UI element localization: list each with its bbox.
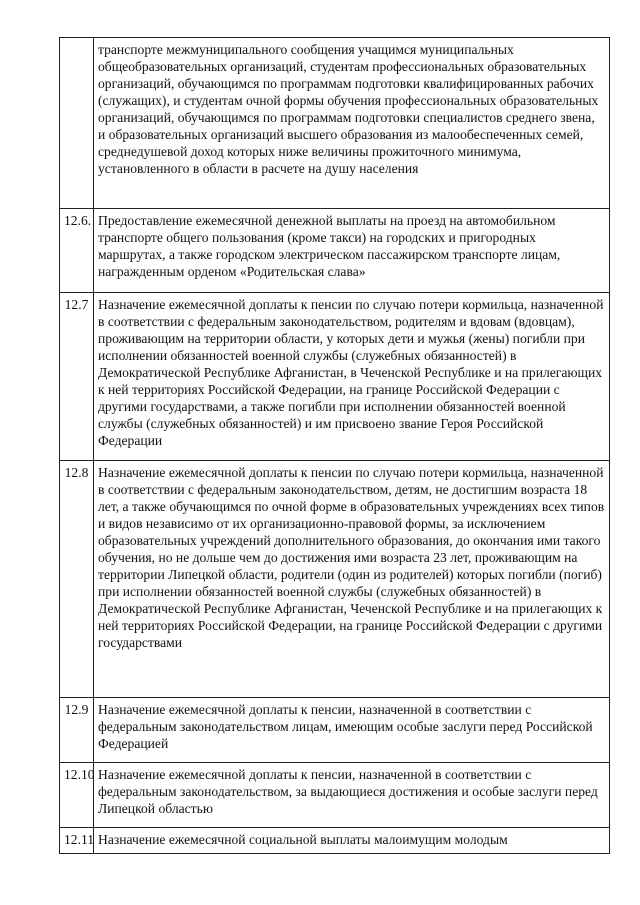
row-number: 12.9 [60, 698, 94, 763]
table-row [60, 293, 610, 461]
table-row [60, 828, 610, 854]
table-row [60, 461, 610, 698]
row-text: Назначение ежемесячной доплаты к пенсии по случаю потери кормильца, назначенной в соответствии с федеральным законодательством, детям, не достигшим возраста 18 лет, а также обучающимся по очной форме в образовательных учреждениях всех типов и видов независимо от их организационно-правовой формы, за исключением образовательных учреждений дополнительного образования, до окончания ими такого обучения, но не дольше чем до достижения ими возраста 23 лет, проживающим на территории Липецкой области, родители (один из родителей) которых погибли (погиб) при исполнении обязанностей военной службы (служебных обязанностей) в Демократической Республике Афганистан, Чеченской Республике и на прилегающих к ней территориях Российской Федерации, на границе Российской Федерации с другими государствами [94, 461, 610, 698]
row-number: 12.6. [60, 209, 94, 293]
row-number: 12.11 [60, 828, 94, 854]
row-text: Назначение ежемесячной доплаты к пенсии, назначенной в соответствии с федеральным законодательством, за выдающиеся достижения и особые заслуги перед Липецкой областью [94, 763, 610, 828]
row-text: Назначение ежемесячной доплаты к пенсии, назначенной в соответствии с федеральным законодательством лицам, имеющим особые заслуги перед Российской Федерацией [94, 698, 610, 763]
table-row [60, 763, 610, 828]
row-text: Назначение ежемесячной доплаты к пенсии по случаю потери кормильца, назначенной в соответствии с федеральным законодательством, родителям и вдовам (вдовцам), проживающим на территории области, у которых дети и мужья (жены) погибли при исполнении обязанностей военной службы (служебных обязанностей) в Демократической Республике Афганистан, в Чеченской Республике и на прилегающих к ней территориях Российской Федерации, на границе Российской Федерации с другими государствами, а также погибли при исполнении обязанностей военной службы (служебных обязанностей) и им присвоено звание Героя Российской Федерации [94, 293, 610, 461]
row-text: Назначение ежемесячной социальной выплаты малоимущим молодым [94, 828, 610, 854]
services-table [59, 37, 610, 854]
row-text: транспорте межмуниципального сообщения учащимся муниципальных общеобразовательных организаций, студентам профессиональных образовательных организаций, обучающимся по программам подготовки квалифицированных рабочих (служащих), и студентам очной формы обучения профессиональных образовательных организаций, обучающимся по программам подготовки специалистов среднего звена, и образовательных организаций высшего образования из малообеспеченных семей, среднедушевой доход которых ниже величины прожиточного минимума, установленного в области в расчете на душу населения [94, 38, 610, 209]
row-number: 12.7 [60, 293, 94, 461]
row-number [60, 38, 94, 209]
row-text: Предоставление ежемесячной денежной выплаты на проезд на автомобильном транспорте общего пользования (кроме такси) на городских и пригородных маршрутах, а также городском электрическом пассажирском транспорте лицам, награжденным орденом «Родительская слава» [94, 209, 610, 293]
row-number: 12.8 [60, 461, 94, 698]
row-number: 12.10 [60, 763, 94, 828]
table-row [60, 698, 610, 763]
table-row [60, 38, 610, 209]
table-row [60, 209, 610, 293]
